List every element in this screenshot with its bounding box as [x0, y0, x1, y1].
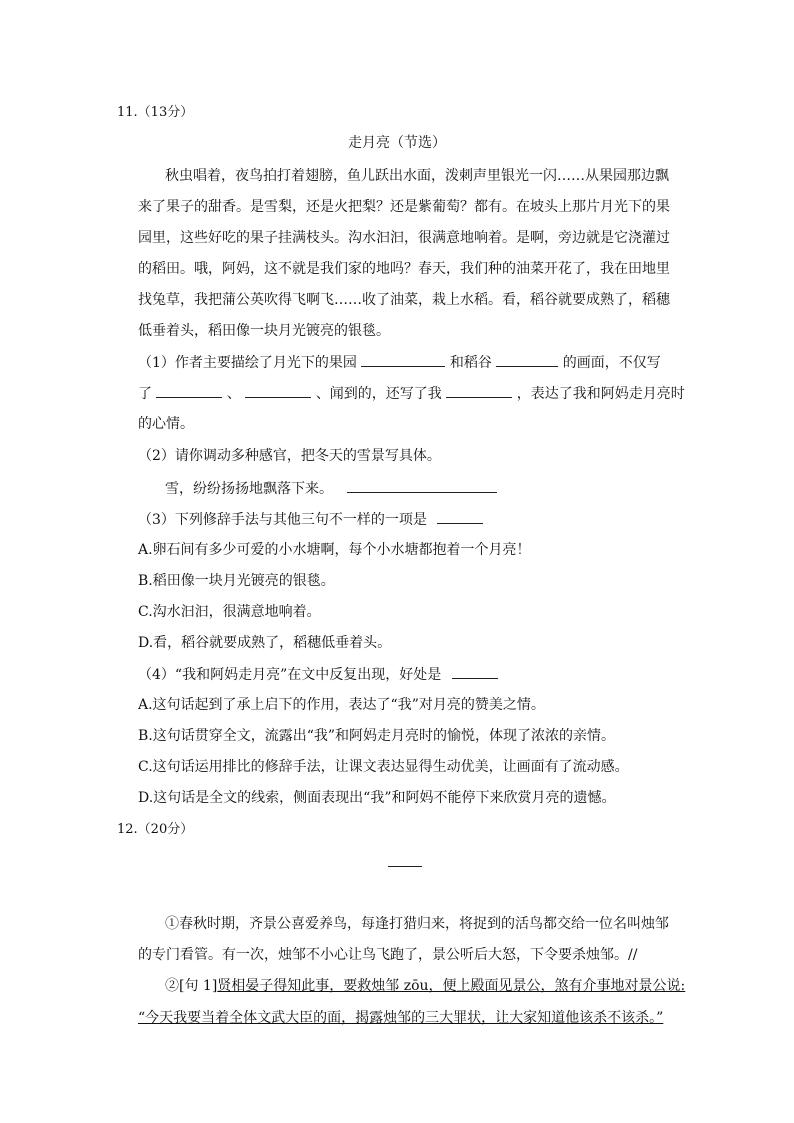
question-11-header: 11.（13分） [117, 105, 194, 120]
subquestion-4-question: （4）“我和阿妈走月亮”在文中反复出现，好处是 [138, 664, 498, 685]
passage-line: “今天我要当着全体文武大臣的面，揭露烛邹的三大罪状，让大家知道他该杀不该杀。” [138, 1010, 664, 1026]
subquestion-2-prompt: 雪，纷纷扬扬地飘落下来。 [165, 478, 497, 499]
passage-line: 园里，这些好吃的果子挂满枝头。沟水汩汩，很满意地响着。是啊，旁边就是它浇灌过 [138, 230, 670, 246]
answer-blank[interactable] [347, 478, 497, 493]
option-a: A.卵石间有多少可爱的小水塘啊，每个小水塘都抱着一个月亮！ [138, 542, 531, 558]
subquestion-2-question: （2）请你调动多种感官，把冬天的雪景写具体。 [138, 448, 441, 464]
passage-line: 的稻田。哦，阿妈，这不就是我们家的地吗？春天，我们种的油菜开花了，我在田地里 [138, 261, 670, 277]
passage-line: 找兔草，我把蒲公英吹得飞啊飞……收了油菜，栽上水稻。看，稻谷就要成熟了，稻穗 [138, 292, 670, 308]
passage-line: 秋虫唱着，夜鸟拍打着翅膀，鱼儿跃出水面，泼刺声里银光一闪……从果园那边飘 [165, 168, 669, 184]
answer-blank[interactable] [156, 383, 222, 398]
option-b: B.稻田像一块月光镀亮的银毯。 [138, 573, 335, 589]
answer-blank[interactable] [361, 352, 445, 367]
title-blank-line[interactable] [388, 866, 422, 867]
answer-blank[interactable] [452, 664, 498, 679]
passage-line: ①春秋时期，齐景公喜爱养鸟，每逢打猎归来，将捉到的活鸟都交给一位名叫烛邹 [165, 916, 669, 932]
option-d: D.这句话是全文的线索，侧面表现出“我”和阿妈不能停下来欣赏月亮的遗憾。 [138, 790, 616, 806]
option-d: D.看，稻谷就要成熟了，稻穗低垂着头。 [138, 635, 392, 651]
option-c: C.沟水汩汩，很满意地响着。 [138, 604, 321, 620]
subquestion-1-line-3: 的心情。 [138, 416, 194, 432]
option-b: B.这句话贯穿全文，流露出“我”和阿妈走月亮时的愉悦，体现了浓浓的亲情。 [138, 728, 616, 744]
subquestion-1-line-2: 了 、 、闻到的，还写了我 ，表达了我和阿妈走月亮时 [138, 383, 685, 404]
question-12-header: 12.（20分） [117, 822, 194, 837]
answer-blank[interactable] [496, 352, 558, 367]
answer-blank[interactable] [245, 383, 311, 398]
passage-line: 低垂着头，稻田像一块月光镀亮的银毯。 [138, 323, 390, 339]
passage-line: 的专门看管。有一次，烛邹不小心让鸟飞跑了，景公听后大怒，下令要杀烛邹。// [138, 947, 638, 963]
subquestion-1-line-1: （1）作者主要描绘了月光下的果园 和稻谷 的画面，不仅写 [138, 352, 661, 373]
passage-line: 来了果子的甜香。是雪梨，还是火把梨？还是紫葡萄？都有。在坡头上那片月光下的果 [138, 199, 670, 215]
option-a: A.这句话起到了承上启下的作用，表达了“我”对月亮的赞美之情。 [138, 697, 545, 713]
answer-blank[interactable] [437, 509, 483, 524]
answer-blank[interactable] [446, 383, 512, 398]
option-c: C.这句话运用排比的修辞手法，让课文表达显得生动优美，让画面有了流动感。 [138, 759, 629, 775]
passage-title: 走月亮（节选） [348, 135, 446, 151]
passage-line-sentence-1: ②[句 1]贤相晏子得知此事，要救烛邹 zōu，便上殿面见景公，煞有介事地对景公说: [165, 978, 686, 994]
subquestion-3-question: （3）下列修辞手法与其他三句不一样的一项是 [138, 509, 483, 530]
